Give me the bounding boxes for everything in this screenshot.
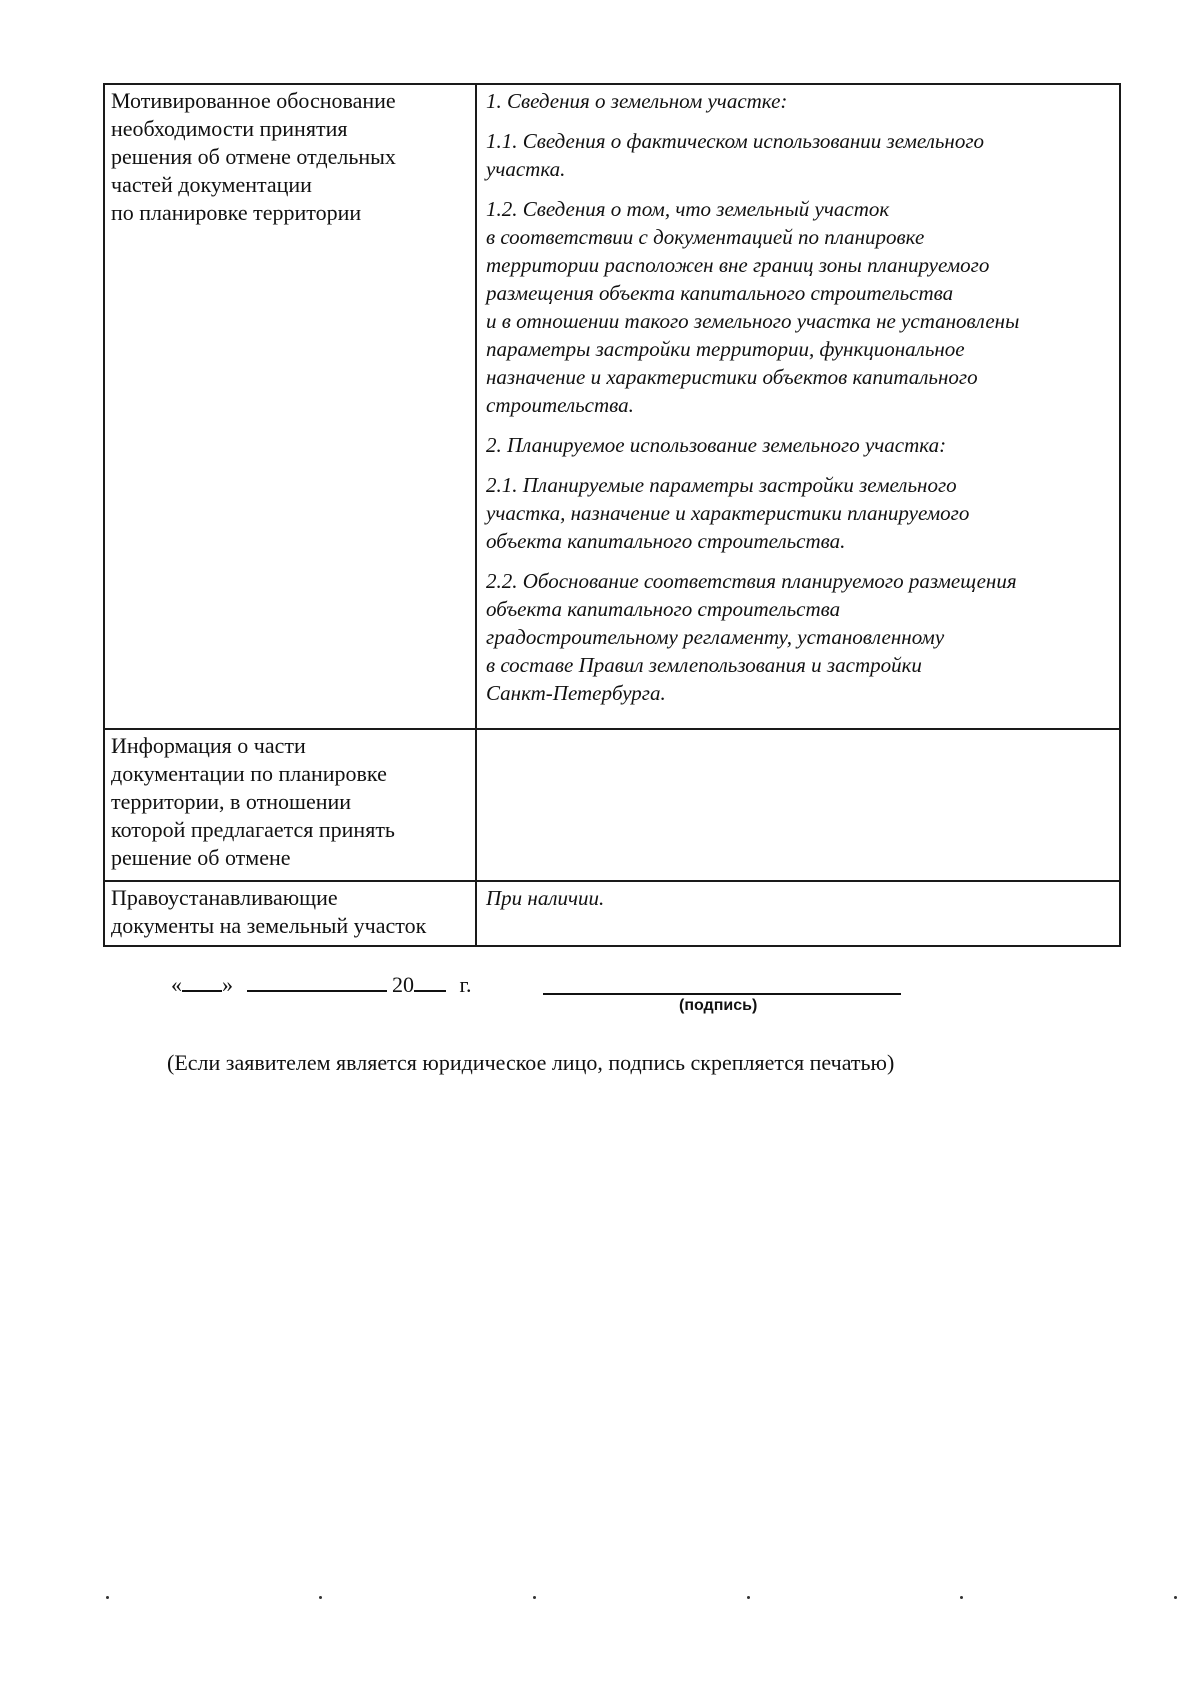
paragraph-line: Санкт-Петербурга. <box>486 681 666 705</box>
label-line: решение об отмене <box>111 845 291 870</box>
paragraph-line: размещения объекта капитального строительства <box>486 281 954 305</box>
row-label-justification <box>104 84 476 729</box>
label-line: частей документации <box>111 172 312 197</box>
label-line: территории, в отношении <box>111 789 352 814</box>
paragraph-actual-use <box>486 127 1111 183</box>
label-line: документации по планировке <box>111 761 387 786</box>
table-row <box>104 84 1120 729</box>
label-line: необходимости принятия <box>111 116 348 141</box>
paragraph-line: участка, назначение и характеристики планируемого <box>486 501 970 525</box>
paragraph-line: градостроительному регламенту, установленному <box>486 625 945 649</box>
paragraph-line: и в отношении такого земельного участка не установлены <box>486 309 1020 333</box>
paragraph-line: объекта капитального строительства <box>486 597 841 621</box>
signature-line <box>543 993 901 995</box>
scan-dot <box>106 1596 109 1599</box>
paragraph-line: 1.1. Сведения о фактическом использовании земельного <box>486 129 985 153</box>
label-line: Информация о части <box>111 733 306 758</box>
row-label-title-documents <box>104 881 476 946</box>
paragraph-planned-use <box>486 431 1111 459</box>
paragraph-line: 1.2. Сведения о том, что земельный участок <box>486 197 890 221</box>
signature-caption: (подпись) <box>679 997 758 1014</box>
application-table <box>103 83 1121 947</box>
close-quote: » <box>222 972 233 997</box>
scan-dot <box>747 1596 750 1599</box>
paragraph-line: параметры застройки территории, функциональное <box>486 337 965 361</box>
paragraph-line: 2.1. Планируемые параметры застройки земельного <box>486 473 957 497</box>
table-row <box>104 881 1120 946</box>
paragraph-line: участка. <box>486 157 566 181</box>
label-line: документы на земельный участок <box>111 913 427 938</box>
year-blank <box>414 968 446 992</box>
year-prefix: 20 <box>392 972 414 997</box>
paragraph-line: 1. Сведения о земельном участке: <box>486 89 788 113</box>
paragraph-line: назначение и характеристики объектов капитального <box>486 365 978 389</box>
scan-dots <box>0 1596 1200 1606</box>
paragraph-line: территории расположен вне границ зоны планируемого <box>486 253 990 277</box>
paragraph-compliance <box>486 567 1111 707</box>
scan-dot <box>533 1596 536 1599</box>
paragraph-line: объекта капитального строительства. <box>486 529 846 553</box>
documentation-part-value <box>476 729 1120 881</box>
year-suffix: г. <box>459 972 472 997</box>
scan-dot <box>319 1596 322 1599</box>
paragraph-line: в составе Правил землепользования и застройки <box>486 653 922 677</box>
paragraph-planned-parameters <box>486 471 1111 555</box>
seal-note: (Если заявителем является юридическое лицо, подпись скрепляется печатью) <box>167 1050 895 1075</box>
label-line: по планировке территории <box>111 200 362 225</box>
open-quote: « <box>171 972 182 997</box>
row-label-documentation-part <box>104 729 476 881</box>
label-line: Правоустанавливающие <box>111 885 338 910</box>
date-field <box>171 968 472 999</box>
paragraph-line: 2. Планируемое использование земельного участка: <box>486 433 947 457</box>
scan-dot <box>1174 1596 1177 1599</box>
paragraph-line: в соответствии с документацией по планировке <box>486 225 925 249</box>
paragraph-line: строительства. <box>486 393 634 417</box>
paragraph-line: 2.2. Обоснование соответствия планируемого размещения <box>486 569 1017 593</box>
paragraph-zone-info <box>486 195 1111 419</box>
scan-dot <box>960 1596 963 1599</box>
day-blank <box>182 968 222 992</box>
table-row <box>104 729 1120 881</box>
title-documents-value: При наличии. <box>476 881 1120 946</box>
label-line: решения об отмене отдельных <box>111 144 396 169</box>
label-line: Мотивированное обоснование <box>111 88 396 113</box>
month-blank <box>247 968 387 992</box>
paragraph-land-plot-info <box>486 87 1111 115</box>
label-line: которой предлагается принять <box>111 817 395 842</box>
justification-content <box>476 84 1120 729</box>
